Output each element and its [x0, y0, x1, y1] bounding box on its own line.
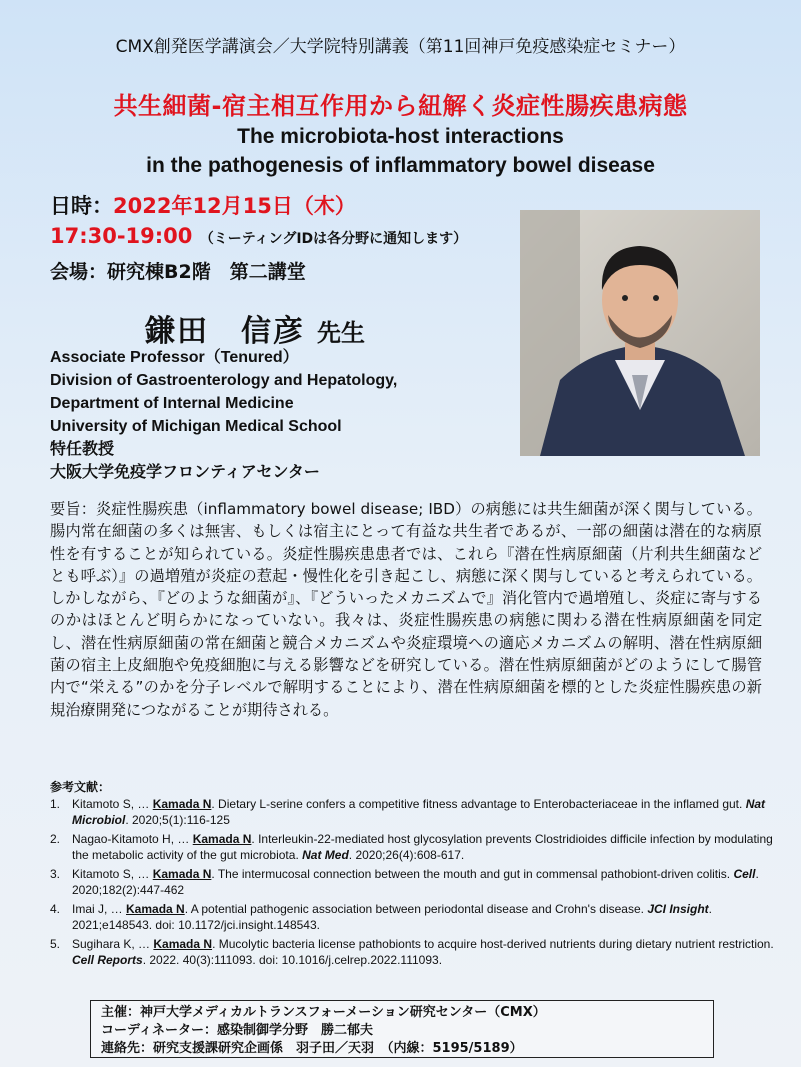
reference-citation: . 2020;5(1):116-125: [125, 813, 230, 827]
affiliation-line: University of Michigan Medical School: [50, 418, 342, 435]
reference-number: 3.: [50, 867, 61, 881]
title-english-line2: in the pathogenesis of inflammatory bowel disease: [146, 154, 655, 177]
reference-key-author: Kamada N: [153, 937, 213, 951]
title-english-line1: The microbiota-host interactions: [237, 125, 564, 148]
reference-journal: Nat Med: [302, 848, 349, 862]
references-list: [50, 796, 780, 971]
references-title: 参考文献：: [50, 780, 111, 794]
reference-authors: Sugihara K, …: [72, 937, 154, 951]
reference-authors: Imai J, …: [72, 902, 127, 916]
reference-key-author: Kamada N: [152, 867, 212, 881]
speaker-name: [145, 306, 365, 350]
reference-item: [50, 831, 780, 863]
reference-item: [50, 936, 780, 968]
organizer-box: [90, 1000, 714, 1058]
reference-item: [50, 901, 780, 933]
reference-title: . Dietary L-serine confers a competitive fitness advantage to Enterobacteriaceae in the inflamed gut.: [211, 797, 746, 811]
event-date: [50, 190, 356, 220]
reference-item: [50, 796, 780, 828]
reference-key-author: Kamada N: [152, 797, 212, 811]
organizer-host: 主催：神戸大学メディカルトランスフォーメーション研究センター（CMX）: [101, 1005, 546, 1020]
speaker-honorific: 先生: [317, 319, 365, 347]
reference-authors: Kitamoto S, …: [72, 797, 153, 811]
reference-authors: Nagao-Kitamoto H, …: [72, 832, 193, 846]
date-value: 2022年12月15日（木）: [113, 194, 356, 218]
reference-citation: . 2022. 40(3):111093. doi: 10.1016/j.celrep.2022.111093.: [142, 953, 443, 967]
date-label: 日時：: [50, 194, 113, 218]
reference-key-author: Kamada N: [192, 832, 252, 846]
time-note: （ミーティングIDは各分野に通知します）: [199, 231, 468, 247]
reference-number: 1.: [50, 797, 61, 811]
reference-number: 4.: [50, 902, 61, 916]
reference-citation: . 2021;e148543. doi: 10.1172/jci.insight.148543.: [72, 902, 712, 932]
affiliation-line: Associate Professor（Tenured）: [50, 349, 299, 366]
reference-title: . Mucolytic bacteria license pathobionts to acquire host-derived nutrients during dietary nutrient restriction.: [212, 937, 774, 951]
affiliation-line: Division of Gastroenterology and Hepatology,: [50, 372, 398, 389]
reference-title: . Interleukin-22-mediated host glycosylation prevents Clostridioides difficile infection by modulating the metabolic activity of the gut microbiota.: [72, 832, 773, 862]
event-time: [50, 224, 467, 248]
seminar-series: CMX創発医学講演会／大学院特別講義（第11回神戸免疫感染症セミナー）: [115, 37, 686, 57]
affiliation-line: 大阪大学免疫学フロンティアセンター: [50, 464, 320, 481]
reference-title: . A potential pathogenic association between periodontal disease and Crohn's disease.: [184, 902, 648, 916]
reference-journal: Nat Microbiol: [72, 797, 766, 827]
reference-number: 5.: [50, 937, 61, 951]
reference-number: 2.: [50, 832, 61, 846]
reference-citation: . 2020;182(2):447-462: [72, 867, 759, 897]
reference-authors: Kitamoto S, …: [72, 867, 153, 881]
time-value: 17:30-19:00: [50, 224, 193, 248]
title-english: [0, 122, 801, 180]
speaker-portrait-illustration: [520, 210, 760, 456]
reference-journal: Cell Reports: [72, 953, 143, 967]
abstract-text: 要旨：炎症性腸疾患（inflammatory bowel disease; IBD）の病態には共生細菌が深く関与している。腸内常在細菌の多くは無害、もしくは宿主にとって有益な共生者であるが、一部の細菌は潜在的な病原性を有することが知られている。炎症性腸疾患患者では、これら『潜在性病原細菌（片利共生細菌などとも呼ぶ）』の過増殖が炎症の惹起・慢性化を引き起こし、病態に深く関与していると考えられている。しかしながら、『どのような細菌が』、『どういったメカニズムで』消化管内で過増殖し、炎症に寄与するのかはほとんど明らかになっていない。我々は、炎症性腸疾患の病態に関わる潜在性病原細菌を同定し、潜在性病原細菌の常在細菌と競合メカニズムや炎症環境への適応メカニズムの解明、潜在性病原細菌の宿主上皮細胞や免疫細胞に与える影響などを研究している。潜在性病原細菌がどのようにして腸管内で“栄える”のかを分子レベルで解明することにより、潜在性病原細菌を標的とした炎症性腸疾患の新規治療開発につながることが期待される。: [50, 500, 763, 719]
reference-title: . The intermucosal connection between the mouth and gut in commensal pathobiont-driven colitis.: [211, 867, 734, 881]
organizer-coordinator: コーディネーター：感染制御学分野 勝二郁夫: [101, 1023, 373, 1038]
title-japanese: 共生細菌‐宿主相互作用から紐解く炎症性腸疾患病態: [113, 92, 688, 120]
reference-citation: . 2020;26(4):608-617.: [348, 848, 465, 862]
event-venue: 会場：研究棟B2階 第二講堂: [50, 261, 306, 283]
speaker-affiliation: [50, 346, 397, 484]
organizer-contact: 連絡先：研究支援課研究企画係 羽子田／天羽 （内線：5195/5189）: [101, 1041, 523, 1056]
speaker-photo: [520, 210, 760, 456]
affiliation-line: Department of Internal Medicine: [50, 395, 294, 412]
reference-journal: JCI Insight: [647, 902, 709, 916]
reference-journal: Cell: [733, 867, 756, 881]
speaker-name-text: 鎌田 信彦: [145, 314, 305, 349]
affiliation-line: 特任教授: [50, 441, 115, 458]
reference-key-author: Kamada N: [126, 902, 185, 916]
reference-item: [50, 866, 780, 898]
